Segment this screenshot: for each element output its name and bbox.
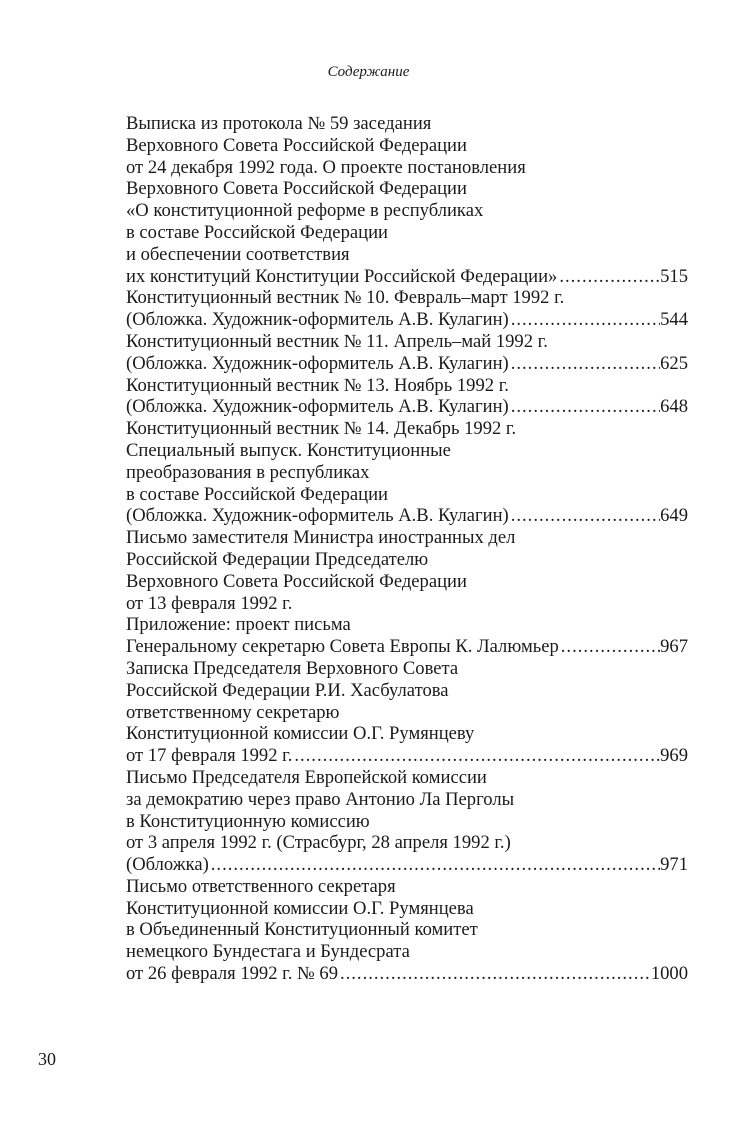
entry-line: их конституций Конституции Российской Федерации»	[126, 265, 558, 287]
entry-line: от 13 февраля 1992 г.	[126, 592, 293, 614]
entry-line: Конституционный вестник № 11. Апрель–май 1992 г.	[126, 330, 548, 352]
page-number: 625	[660, 352, 688, 374]
entry-line: Российской Федерации Председателю	[126, 548, 429, 570]
entry-line: Приложение: проект письма	[126, 614, 351, 636]
entry-last-line	[126, 353, 688, 375]
entry-line: от 24 декабря 1992 года. О проекте постановления	[126, 156, 526, 178]
entry-line: Письмо Председателя Европейской комиссии	[126, 766, 487, 788]
dot-leader	[292, 745, 660, 767]
entry-line: Конституционной комиссии О.Г. Румянцеву	[126, 723, 475, 745]
entry-line: Специальный выпуск. Конституционные	[126, 439, 451, 461]
page-number: 967	[660, 636, 688, 658]
dot-leader	[509, 353, 660, 375]
entry-last-line	[126, 636, 688, 658]
toc-entry	[126, 767, 688, 876]
entry-line: в Конституционную комиссию	[126, 810, 370, 832]
entry-line: «О конституционной реформе в республиках	[126, 200, 484, 222]
entry-line: Конституционный вестник № 13. Ноябрь 1992 г.	[126, 374, 509, 396]
entry-last-line	[126, 309, 688, 331]
page-number: 971	[660, 854, 688, 876]
entry-line: за демократию через право Антонио Ла Перголы	[126, 788, 515, 810]
toc-entry	[126, 375, 688, 419]
dot-leader	[557, 266, 660, 288]
entry-line: Конституционной комиссии О.Г. Румянцева	[126, 897, 474, 919]
running-header: Содержание	[327, 64, 410, 80]
entry-line: Письмо заместителя Министра иностранных дел	[126, 527, 516, 549]
entry-last-line	[126, 396, 688, 418]
entry-last-line	[126, 266, 688, 288]
entry-line: Верховного Совета Российской Федерации	[126, 134, 467, 156]
page-number: 515	[660, 265, 688, 287]
entry-line: в составе Российской Федерации	[126, 483, 388, 505]
toc-entry	[126, 658, 688, 767]
toc-entry	[126, 527, 688, 658]
entry-line: (Обложка. Художник-оформитель А.В. Кулагин)	[126, 352, 509, 374]
dot-leader	[509, 396, 660, 418]
entry-last-line	[126, 745, 688, 767]
entry-line: от 3 апреля 1992 г. (Страсбург, 28 апреля 1992 г.)	[126, 832, 511, 854]
entry-last-line	[126, 505, 688, 527]
entry-line: немецкого Бундестага и Бундесрата	[126, 941, 410, 963]
toc-entry	[126, 113, 688, 287]
table-of-contents	[126, 113, 688, 985]
page-folio: 30	[38, 1049, 56, 1069]
dot-leader	[509, 505, 660, 527]
entry-line: Генеральному секретарю Совета Европы К. Лалюмьер	[126, 636, 559, 658]
entry-line: преобразования в республиках	[126, 461, 370, 483]
page-number: 1000	[650, 963, 688, 985]
entry-line: от 26 февраля 1992 г. № 69	[126, 963, 338, 985]
entry-line: (Обложка. Художник-оформитель А.В. Кулагин)	[126, 396, 509, 418]
entry-line: Конституционный вестник № 10. Февраль–март 1992 г.	[126, 287, 565, 309]
entry-line: (Обложка)	[126, 854, 209, 876]
entry-line: в Объединенный Конституционный комитет	[126, 919, 478, 941]
entry-line: Верховного Совета Российской Федерации	[126, 570, 467, 592]
entry-line: Верховного Совета Российской Федерации	[126, 178, 467, 200]
page-number: 969	[660, 745, 688, 767]
entry-line: Записка Председателя Верховного Совета	[126, 657, 459, 679]
entry-line: в составе Российской Федерации	[126, 221, 388, 243]
dot-leader	[509, 309, 660, 331]
entry-line: и обеспечении соответствия	[126, 243, 350, 265]
dot-leader	[209, 854, 660, 876]
entry-line: Российской Федерации Р.И. Хасбулатова	[126, 679, 449, 701]
dot-leader	[338, 963, 651, 985]
toc-entry	[126, 287, 688, 331]
entry-line: ответственному секретарю	[126, 701, 340, 723]
entry-line: (Обложка. Художник-оформитель А.В. Кулагин)	[126, 505, 509, 527]
toc-entry	[126, 418, 688, 527]
entry-last-line	[126, 854, 688, 876]
page-number: 649	[660, 505, 688, 527]
entry-line: (Обложка. Художник-оформитель А.В. Кулагин)	[126, 309, 509, 331]
page-number: 544	[660, 309, 688, 331]
page-number: 648	[660, 396, 688, 418]
toc-entry	[126, 876, 688, 985]
entry-line: Письмо ответственного секретаря	[126, 875, 396, 897]
entry-line: Конституционный вестник № 14. Декабрь 1992 г.	[126, 418, 517, 440]
entry-line: Выписка из протокола № 59 заседания	[126, 113, 432, 134]
entry-line: от 17 февраля 1992 г.	[126, 745, 293, 767]
toc-entry	[126, 331, 688, 375]
entry-last-line	[126, 963, 688, 985]
dot-leader	[559, 636, 660, 658]
